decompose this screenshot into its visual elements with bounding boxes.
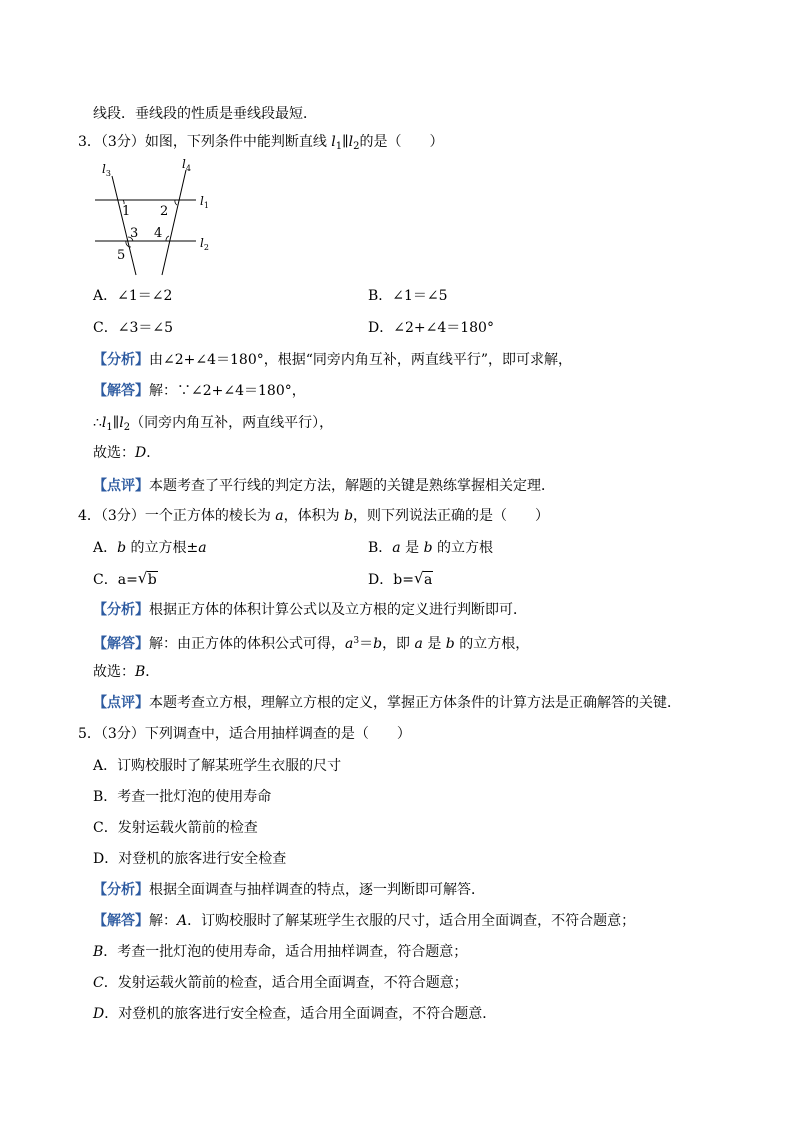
therefore-parallel: ∥ (112, 415, 120, 431)
q4-opt-c-letter: C． (93, 572, 118, 588)
q5-answer-text-a: ．订购校服时了解某班学生衣服的尺寸，适合用全面调查，不符合题意； (187, 913, 636, 929)
q5-answer (93, 911, 635, 931)
q5-option-a: A．订购校服时了解某班学生衣服的尺寸 (93, 758, 342, 774)
q3-answer-text: 解：∵∠2+∠4＝180°， (149, 383, 306, 399)
choice-prefix: 故选： (93, 664, 135, 680)
label-l1: $l_1$ (200, 194, 209, 210)
answer-tag: 【解答】 (93, 913, 149, 929)
label-angle-2: 2 (160, 204, 169, 219)
q3-option-d: D．∠2+∠4＝180° (368, 320, 494, 336)
q5-answer-letter-a: A (177, 913, 188, 929)
q4-stem-p1: 4．（3分）一个正方体的棱长为 (78, 508, 276, 524)
therefore-symbol: ∴ (93, 415, 102, 431)
q5-answer-prefix: 解： (149, 913, 177, 929)
q5-stem: 5．（3分）下列调查中，适合用抽样调查的是（ ） (78, 726, 411, 742)
q4-option-c (93, 570, 158, 590)
q3-option-a: A．∠1＝∠2 (93, 288, 173, 304)
q5-analysis-text: 根据全面调查与抽样调查的特点，逐一判断即可解答． (149, 882, 485, 898)
arc-angle-4 (166, 236, 169, 241)
q3-comment (93, 476, 555, 496)
radical-c: √ (137, 569, 148, 587)
q5-answer-line-c (93, 973, 468, 993)
q5-answer-text-b: ．考查一批灯泡的使用寿命，适合用抽样调查，符合题意； (103, 944, 468, 960)
q3-stem (78, 132, 443, 157)
q3-option-b: B．∠1＝∠5 (368, 288, 448, 304)
q4-analysis-text: 根据正方体的体积计算公式以及立方根的定义进行判断即可． (149, 602, 527, 618)
q4-choice (93, 662, 159, 682)
q4-opt-c-lhs: a= (117, 572, 138, 588)
q4-opt-b-letter: B． (368, 540, 393, 556)
analysis-tag: 【分析】 (93, 352, 149, 368)
q4-stem-b: b (344, 508, 354, 524)
q4-comment (93, 693, 681, 713)
q5-option-b: B．考查一批灯泡的使用寿命 (93, 789, 272, 805)
q4-answer-exp: 3 (353, 636, 360, 646)
q4-answer-a2: a (414, 636, 423, 652)
q3-analysis (93, 350, 572, 370)
radicand-c: b (147, 572, 157, 588)
therefore-sub1: 1 (106, 422, 113, 433)
q3-therefore (93, 413, 333, 438)
q4-opt-a-text: 的立方根± (126, 540, 199, 556)
sqrt-symbol-c (138, 570, 158, 590)
q4-option-a (93, 538, 207, 558)
answer-tag: 【解答】 (93, 383, 149, 399)
arc-angle-2 (175, 200, 177, 205)
q4-opt-a-letter: A． (93, 540, 118, 556)
comment-tag: 【点评】 (93, 478, 149, 494)
q5-answer-text-d: ．对登机的旅客进行安全检查，适合用全面调查，不符合题意． (104, 1006, 497, 1022)
label-angle-5: 5 (117, 248, 126, 263)
q3-figure (90, 158, 220, 278)
q4-opt-d-letter: D． (368, 572, 394, 588)
q4-opt-d-lhs: b= (393, 572, 414, 588)
q3-stem-prefix: 3．（3分）如图，下列条件中能判断直线 (78, 134, 332, 150)
q5-answer-letter-b: B (93, 944, 104, 960)
q5-answer-text-c: ．发射运载火箭前的检查，适合用全面调查，不符合题意； (103, 975, 468, 991)
q3-stem-l1: l (331, 134, 336, 150)
q4-stem-p2: ，体积为 (283, 508, 345, 524)
q4-stem-p3: ，则下列说法正确的是（ ） (353, 508, 550, 524)
label-l2: $l_2$ (200, 236, 209, 252)
therefore-l1: l (101, 415, 107, 431)
choice-letter: D (135, 445, 147, 461)
q4-answer-b2: b (445, 636, 455, 652)
q4-answer-p4: 的立方根， (454, 636, 530, 652)
q5-option-c: C．发射运载火箭前的检查 (93, 820, 258, 836)
comment-tag: 【点评】 (93, 695, 149, 711)
q3-stem-l2: l (348, 134, 354, 150)
q3-choice (93, 443, 160, 463)
q4-answer-p2: ，即 (382, 636, 415, 652)
choice-letter: B (135, 664, 146, 680)
q5-answer-line-d (93, 1004, 496, 1024)
q4-answer (93, 631, 529, 654)
q4-answer-p3: 是 (422, 636, 446, 652)
q4-analysis (93, 600, 527, 620)
q4-answer-b: b (373, 636, 383, 652)
label-l3: $l_3$ (102, 162, 111, 178)
analysis-tag: 【分析】 (93, 882, 149, 898)
q3-comment-text: 本题考查了平行线的判定方法，解题的关键是熟练掌握相关定理． (149, 478, 555, 494)
label-angle-1: 1 (122, 204, 131, 219)
answer-tag: 【解答】 (93, 636, 149, 652)
choice-end: ． (145, 664, 160, 680)
q3-option-c: C．∠3＝∠5 (93, 320, 173, 336)
choice-end: ． (146, 445, 161, 461)
q4-stem (78, 506, 549, 526)
intro-line: 线段．垂线段的性质是垂线段最短． (93, 106, 317, 122)
q3-stem-sub2: 2 (353, 141, 360, 152)
therefore-sub2: 2 (123, 422, 131, 433)
q4-opt-a-a: a (198, 540, 207, 556)
q4-stem-a: a (275, 508, 284, 524)
q5-answer-line-b (93, 942, 467, 962)
therefore-l2: l (119, 415, 124, 431)
q3-stem-suffix: 的是（ ） (359, 134, 444, 150)
q4-opt-b-b: b (423, 540, 433, 556)
q4-answer-eq: ＝ (359, 636, 374, 652)
q5-analysis (93, 880, 485, 900)
q3-answer (93, 381, 306, 401)
label-l4: $l_4$ (182, 158, 191, 173)
label-angle-4: 4 (154, 226, 163, 241)
q4-answer-a: a (345, 636, 354, 652)
radicand-d: a (423, 572, 433, 588)
q5-answer-letter-c: C (93, 975, 104, 991)
q4-opt-b-text2: 的立方根 (432, 540, 493, 556)
label-angle-3: 3 (130, 226, 139, 241)
therefore-suffix: （同旁内角互补，两直线平行）， (130, 415, 334, 431)
q4-option-d (368, 570, 433, 590)
q4-comment-text: 本题考查立方根，理解立方根的定义，掌握正方体条件的计算方法是正确解答的关键． (149, 695, 681, 711)
q4-opt-a-b: b (117, 540, 127, 556)
q4-opt-b-a: a (392, 540, 401, 556)
sqrt-symbol-d (414, 570, 433, 590)
choice-prefix: 故选： (93, 445, 135, 461)
analysis-tag: 【分析】 (93, 602, 149, 618)
q4-answer-p1: 解：由正方体的体积公式可得， (149, 636, 345, 652)
q5-option-d: D．对登机的旅客进行安全检查 (93, 851, 287, 867)
q3-stem-parallel: ∥ (342, 134, 349, 150)
q4-option-b (368, 538, 493, 558)
q3-stem-sub1: 1 (335, 141, 343, 152)
radical-d: √ (413, 569, 424, 587)
q4-opt-b-text1: 是 (400, 540, 424, 556)
q3-analysis-text: 由∠2+∠4＝180°，根据“同旁内角互补，两直线平行”，即可求解， (149, 352, 573, 368)
q5-answer-letter-d: D (93, 1006, 105, 1022)
line-l4 (162, 170, 186, 275)
